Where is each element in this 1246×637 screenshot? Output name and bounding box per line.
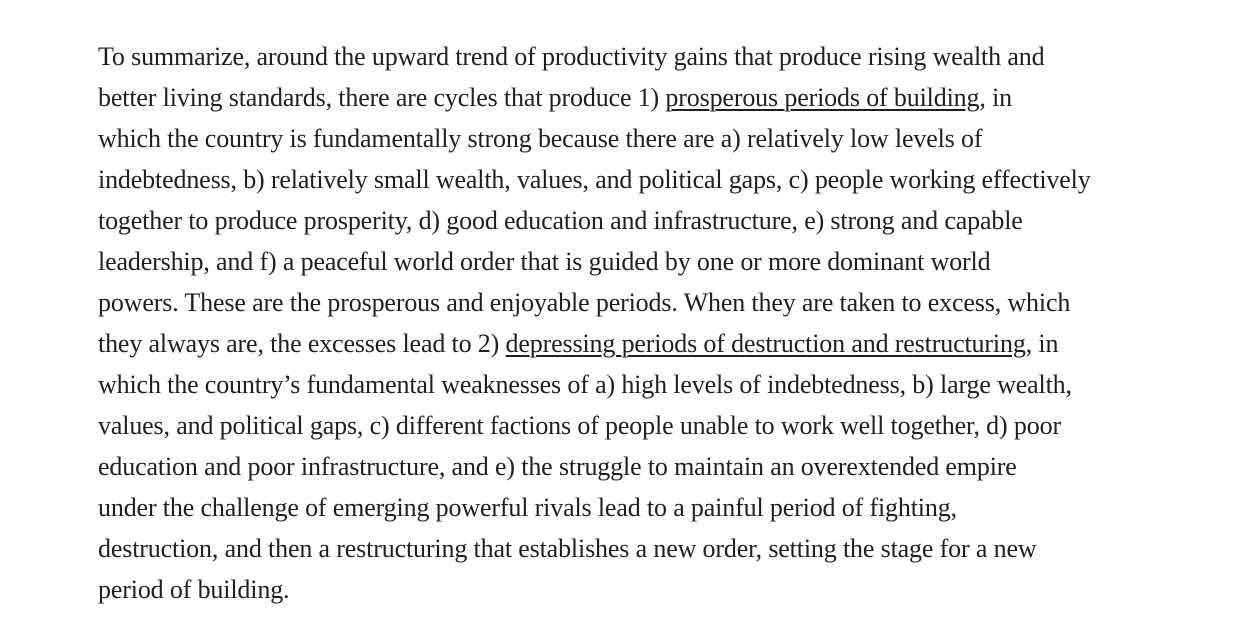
prosperous-periods-link[interactable]: prosperous periods of building bbox=[665, 83, 980, 112]
text-line-10: values, and political gaps, c) different factions of people unable to work well together, d) poor bbox=[98, 411, 1061, 440]
text-line-3: which the country is fundamentally strong because there are a) relatively low levels of bbox=[98, 124, 983, 153]
text-line-6: leadership, and f) a peaceful world order that is guided by one or more dominant world bbox=[98, 247, 991, 276]
text-line-14: period of building. bbox=[98, 575, 290, 604]
text-line-2 bbox=[98, 77, 1158, 118]
depressing-periods-link[interactable]: depressing periods of destruction and restructuring bbox=[505, 329, 1026, 358]
text-segment: , in bbox=[979, 83, 1012, 112]
document-page bbox=[98, 36, 1158, 610]
text-line-5: together to produce prosperity, d) good education and infrastructure, e) strong and capable bbox=[98, 206, 1023, 235]
text-line-4: indebtedness, b) relatively small wealth, values, and political gaps, c) people working effectively bbox=[98, 165, 1091, 194]
text-line-1: To summarize, around the upward trend of productivity gains that produce rising wealth and bbox=[98, 42, 1045, 71]
text-segment: better living standards, there are cycles that produce 1) bbox=[98, 83, 666, 112]
text-line-12: under the challenge of emerging powerful rivals lead to a painful period of fighting, bbox=[98, 493, 957, 522]
summary-paragraph bbox=[98, 36, 1158, 610]
text-segment: , in bbox=[1025, 329, 1059, 358]
text-line-7: powers. These are the prosperous and enjoyable periods. When they are taken to excess, which bbox=[98, 288, 1071, 317]
text-line-13: destruction, and then a restructuring that establishes a new order, setting the stage for a new bbox=[98, 534, 1037, 563]
text-segment: they always are, the excesses lead to 2) bbox=[98, 329, 506, 358]
text-line-11: education and poor infrastructure, and e) the struggle to maintain an overextended empire bbox=[98, 452, 1017, 481]
text-line-8 bbox=[98, 323, 1158, 364]
text-line-9: which the country’s fundamental weaknesses of a) high levels of indebtedness, b) large wealth, bbox=[98, 370, 1072, 399]
